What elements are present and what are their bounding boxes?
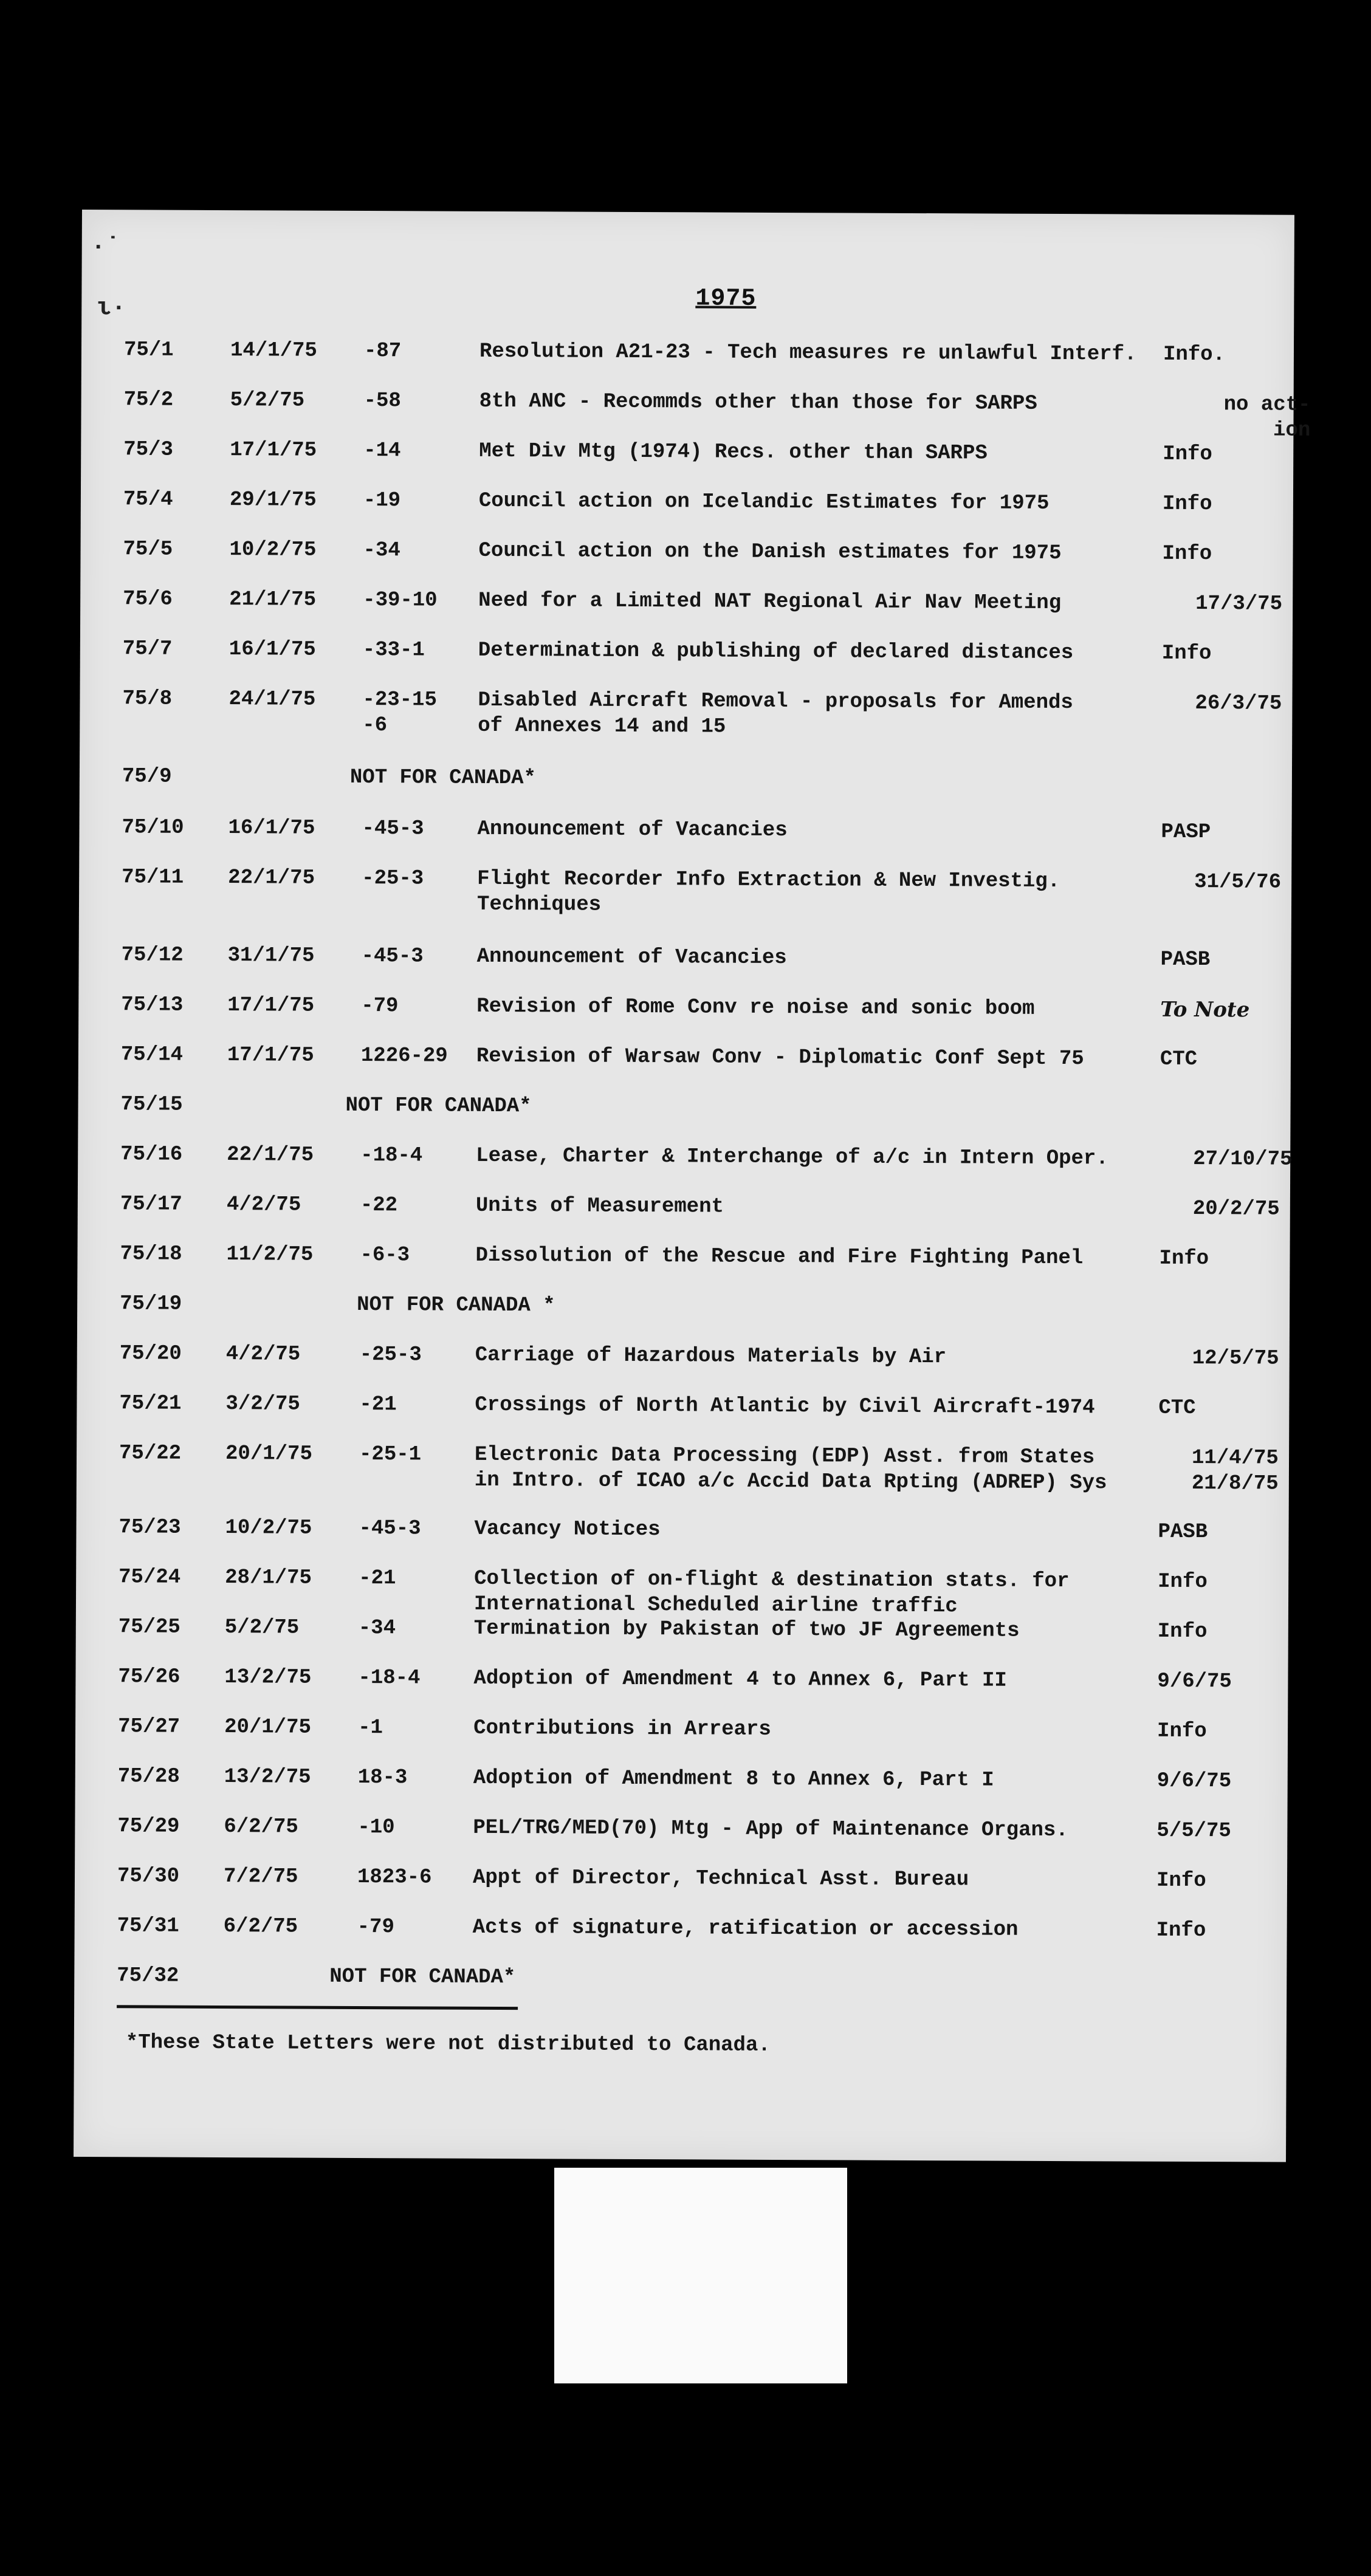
letter-reference: 1226-29 — [360, 1044, 448, 1068]
letter-number: 75/4 — [123, 488, 173, 512]
letter-date: 14/1/75 — [230, 339, 317, 363]
letter-reference: -19 — [363, 489, 401, 513]
letter-reference: -39-10 — [363, 589, 438, 612]
page-title: 1975 — [695, 285, 757, 313]
letter-subject: Dissolution of the Rescue and Fire Fighting Panel — [475, 1244, 1084, 1270]
letter-number: 75/8 — [122, 687, 173, 711]
letter-subject: PEL/TRG/MED(70) Mtg - App of Maintenance Organs. — [473, 1816, 1068, 1843]
action-note: Info — [1156, 1919, 1206, 1943]
table-row — [78, 1191, 1290, 1221]
letter-subject: Appt of Director, Technical Asst. Bureau — [472, 1866, 969, 1892]
letter-number: 75/5 — [123, 538, 173, 561]
table-row — [76, 1564, 1288, 1619]
action-note: 27/10/75 — [1193, 1147, 1293, 1171]
letter-subject: Announcement of Vacancies — [477, 817, 788, 843]
letter-subject: Council action on the Danish estimates for 1975 — [478, 539, 1062, 566]
letter-date: 11/2/75 — [226, 1243, 314, 1267]
letter-reference: 1823-6 — [357, 1866, 432, 1889]
action-note: 9/6/75 — [1156, 1769, 1232, 1793]
action-note: 26/3/75 — [1195, 691, 1282, 716]
letter-reference: -6-3 — [360, 1244, 410, 1267]
letter-reference: -34 — [358, 1617, 396, 1640]
letter-subject: Crossings of North Atlantic by Civil Aircraft-1974 — [475, 1393, 1095, 1420]
letter-subject: Disabled Aircraft Removal - proposals for Amends of Annexes 14 and 15 — [478, 688, 1073, 739]
letter-date: 29/1/75 — [229, 488, 317, 512]
letter-number: 75/23 — [119, 1516, 181, 1540]
action-note: 9/6/75 — [1157, 1670, 1232, 1694]
letter-number: 75/29 — [117, 1815, 180, 1838]
letter-number: 75/26 — [118, 1665, 180, 1689]
letter-date: 13/2/75 — [224, 1766, 311, 1789]
letter-date: 28/1/75 — [225, 1566, 312, 1590]
letter-number: 75/16 — [120, 1143, 183, 1166]
action-note: Info — [1163, 442, 1212, 467]
letter-date: 10/2/75 — [229, 538, 317, 562]
letter-reference: -25-1 — [359, 1443, 422, 1467]
action-note: Info — [1161, 642, 1212, 666]
letter-reference: -45-3 — [362, 817, 424, 841]
letter-number: 75/14 — [120, 1043, 184, 1067]
letter-date: 17/1/75 — [227, 1044, 314, 1067]
letter-number: 75/20 — [119, 1342, 182, 1366]
letter-reference: -10 — [357, 1816, 395, 1840]
letter-reference: -18-4 — [360, 1144, 423, 1168]
letter-number: 75/10 — [122, 816, 184, 840]
letter-date: 13/2/75 — [224, 1666, 312, 1690]
table-row — [80, 764, 1292, 790]
table-row — [75, 1913, 1287, 1943]
action-note: 11/4/75 21/8/75 — [1191, 1446, 1279, 1496]
letter-date: 5/2/75 — [230, 389, 305, 413]
letter-reference: -21 — [359, 1393, 397, 1417]
handwritten-mark: ∙˙ — [91, 234, 120, 262]
action-note: Info — [1157, 1719, 1207, 1744]
table-row — [80, 636, 1293, 666]
letter-date: 4/2/75 — [225, 1343, 301, 1366]
table-row — [76, 1664, 1288, 1694]
letter-number: 75/27 — [118, 1715, 180, 1739]
table-row — [80, 586, 1293, 616]
letter-subject: Contributions in Arrears — [473, 1716, 771, 1741]
letter-reference: -87 — [363, 340, 402, 363]
letter-number: 75/17 — [120, 1193, 182, 1216]
action-note: 20/2/75 — [1192, 1197, 1280, 1221]
table-row — [78, 1142, 1293, 1171]
letter-date: 16/1/75 — [228, 817, 315, 840]
letter-number: 75/21 — [119, 1392, 182, 1416]
table-row — [75, 1764, 1288, 1793]
table-row — [77, 1515, 1289, 1544]
handwritten-mark: ι· — [97, 295, 126, 323]
letter-number: 75/11 — [122, 866, 184, 889]
action-note: 31/5/76 — [1194, 870, 1282, 894]
letter-reference: -58 — [363, 389, 401, 413]
action-note: Info — [1162, 492, 1212, 516]
letter-reference: -79 — [361, 995, 399, 1018]
letter-date: 6/2/75 — [223, 1915, 298, 1939]
letter-subject: Council action on Icelandic Estimates for 1975 — [478, 489, 1050, 515]
footnote-divider — [117, 2005, 518, 2010]
not-for-canada-note: NOT FOR CANADA* — [345, 1094, 532, 1118]
letter-subject: Electronic Data Processing (EDP) Asst. from States in Intro. of ICAO a/c Accid Data Rpting (ADREP) Sys — [474, 1443, 1107, 1495]
action-note: Info — [1162, 542, 1212, 566]
letter-date: 24/1/75 — [228, 688, 316, 711]
letter-subject: Carriage of Hazardous Materials by Air — [475, 1343, 947, 1369]
letter-number: 75/6 — [123, 587, 173, 611]
action-note: 17/3/75 — [1195, 592, 1283, 616]
letter-number: 75/12 — [121, 944, 184, 967]
letter-number: 75/31 — [117, 1914, 179, 1938]
letter-subject: Collection of on-flight & destination stats. for International Scheduled airline traffic — [473, 1567, 1070, 1619]
table-row — [81, 337, 1294, 367]
letter-reference: -25-3 — [359, 1343, 422, 1367]
table-row — [81, 437, 1293, 467]
letter-subject: Lease, Charter & Interchange of a/c in Intern Oper. — [476, 1144, 1108, 1171]
action-note: PASP — [1161, 820, 1211, 844]
letter-subject: Vacancy Notices — [474, 1517, 661, 1542]
letter-date: 17/1/75 — [230, 439, 317, 462]
letter-number: 75/30 — [117, 1865, 180, 1888]
table-row — [77, 1391, 1290, 1420]
table-row — [80, 815, 1292, 844]
letter-subject: Revision of Warsaw Conv - Diplomatic Conf Sept 75 — [476, 1044, 1084, 1071]
letter-subject: Flight Recorder Info Extraction & New Investig. Techniques — [476, 867, 1060, 917]
letter-subject: Resolution A21-23 - Tech measures re unlawful Interf. — [479, 340, 1137, 366]
letter-number: 75/15 — [120, 1093, 183, 1117]
letter-date: 7/2/75 — [223, 1865, 298, 1889]
state-letter-list — [82, 210, 1311, 1990]
table-row — [75, 1714, 1288, 1744]
letter-subject: Determination & publishing of declared distances — [478, 639, 1074, 665]
letter-number: 75/7 — [122, 637, 173, 661]
letter-number: 75/13 — [121, 993, 184, 1017]
letter-reference: -79 — [357, 1916, 394, 1939]
letter-number: 75/25 — [118, 1615, 180, 1639]
letter-date: 6/2/75 — [224, 1815, 298, 1839]
action-note: Info — [1156, 1869, 1206, 1893]
letter-subject: Acts of signature, ratification or accession — [472, 1916, 1019, 1942]
action-note: To Note — [1160, 997, 1250, 1023]
table-row — [75, 1814, 1287, 1843]
letter-reference: -45-3 — [359, 1517, 421, 1541]
action-note: PASB — [1160, 948, 1211, 972]
action-note: CTC — [1158, 1396, 1196, 1420]
letter-number: 75/24 — [119, 1566, 181, 1589]
letter-date: 16/1/75 — [228, 638, 316, 662]
action-note: Info — [1158, 1570, 1208, 1594]
letter-subject: Announcement of Vacancies — [476, 945, 787, 970]
letter-reference: -18-4 — [358, 1667, 421, 1690]
letter-date: 22/1/75 — [228, 866, 315, 890]
letter-date: 4/2/75 — [226, 1193, 301, 1217]
table-row — [78, 1042, 1291, 1072]
letter-number: 75/18 — [120, 1242, 182, 1266]
table-row — [80, 686, 1293, 739]
letter-number: 75/19 — [120, 1292, 182, 1316]
table-row — [75, 1863, 1287, 1893]
letter-reference: -33-1 — [362, 639, 425, 662]
action-note: 12/5/75 — [1192, 1346, 1279, 1371]
letter-number: 75/2 — [123, 388, 174, 412]
letter-date: 31/1/75 — [227, 944, 315, 968]
not-for-canada-note: NOT FOR CANADA* — [329, 1965, 516, 1990]
letter-subject: 8th ANC - Recommds other than those for SARPS — [479, 389, 1037, 416]
letter-subject: Units of Measurement — [475, 1194, 724, 1219]
action-note: 5/5/75 — [1156, 1819, 1231, 1843]
action-note: CTC — [1160, 1047, 1198, 1072]
letter-reference: 18-3 — [357, 1766, 408, 1790]
table-row — [81, 536, 1293, 566]
action-note: Info — [1159, 1247, 1209, 1271]
letter-reference: -25-3 — [362, 867, 424, 891]
table-row — [79, 942, 1291, 972]
table-row — [77, 1341, 1290, 1371]
letter-number: 75/28 — [117, 1765, 180, 1789]
table-row — [79, 865, 1291, 917]
letter-subject: Met Div Mtg (1974) Recs. other than SARPS — [479, 439, 988, 465]
letter-number: 75/3 — [123, 438, 173, 462]
letter-subject: Adoption of Amendment 8 to Annex 6, Part I — [473, 1766, 994, 1792]
letter-date: 21/1/75 — [229, 588, 317, 612]
letter-reference: -45-3 — [361, 945, 424, 968]
letter-reference: -14 — [363, 439, 401, 463]
letter-date: 5/2/75 — [224, 1616, 300, 1640]
table-row — [74, 1963, 1287, 1990]
letter-number: 75/32 — [117, 1964, 179, 1988]
letter-date: 20/1/75 — [225, 1442, 312, 1466]
action-note: no act- ion — [1223, 393, 1311, 442]
letter-date: 22/1/75 — [227, 1143, 314, 1167]
letter-reference: -1 — [358, 1716, 383, 1740]
letter-subject: Revision of Rome Conv re noise and sonic boom — [476, 995, 1035, 1021]
letter-number: 75/22 — [119, 1442, 182, 1465]
letter-subject: Adoption of Amendment 4 to Annex 6, Part II — [473, 1667, 1007, 1693]
not-for-canada-note: NOT FOR CANADA* — [349, 766, 537, 790]
table-row — [78, 992, 1291, 1023]
not-for-canada-note: NOT FOR CANADA * — [357, 1293, 555, 1318]
letter-date: 3/2/75 — [225, 1392, 300, 1416]
action-note: Info — [1157, 1620, 1208, 1644]
action-note: PASB — [1158, 1520, 1208, 1544]
action-note: Info. — [1163, 343, 1226, 367]
blank-card — [554, 2168, 847, 2383]
table-row — [78, 1241, 1290, 1271]
document-page — [74, 210, 1311, 2162]
letter-date: 17/1/75 — [227, 994, 315, 1018]
table-row — [77, 1291, 1290, 1318]
letter-reference: -34 — [363, 539, 400, 563]
table-row — [78, 1092, 1291, 1118]
letter-subject: Termination by Pakistan of two JF Agreements — [473, 1617, 1020, 1643]
letter-date: 10/2/75 — [225, 1516, 312, 1540]
letter-subject: Need for a Limited NAT Regional Air Nav Meeting — [478, 589, 1062, 615]
table-row — [77, 1440, 1289, 1496]
letter-number: 75/1 — [123, 338, 174, 362]
letter-reference: -21 — [359, 1567, 396, 1591]
letter-number: 75/9 — [122, 765, 172, 789]
letter-reference: -22 — [360, 1194, 398, 1218]
letter-date: 20/1/75 — [224, 1716, 312, 1739]
footnote: *These State Letters were not distributed to Canada. — [125, 2031, 771, 2057]
letter-reference: -23-15 -6 — [362, 688, 437, 738]
table-row — [81, 487, 1293, 516]
table-row — [81, 387, 1311, 442]
